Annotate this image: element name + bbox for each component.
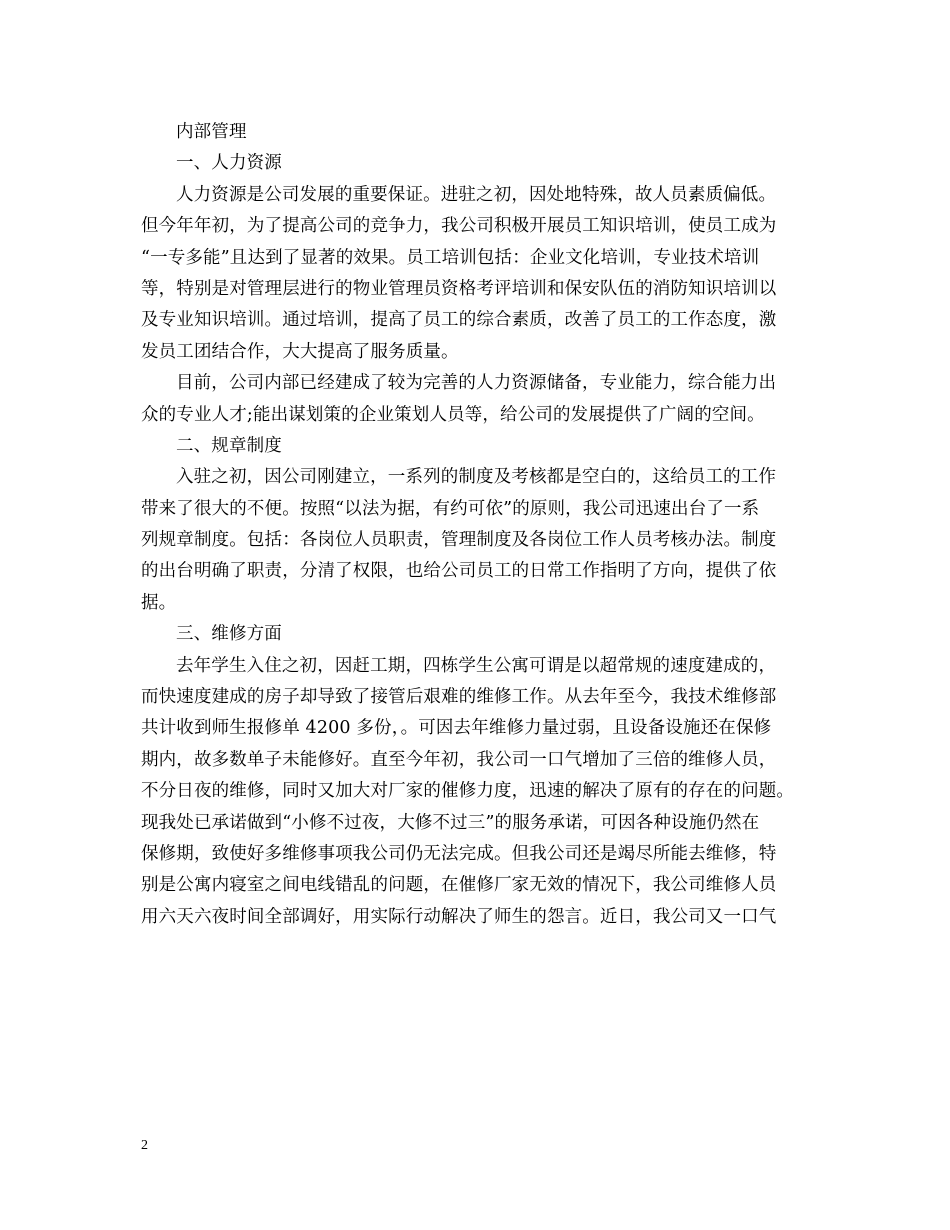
page-number: 2 xyxy=(141,1138,148,1153)
text-line: 去年学生入住之初，因赶工期，四栋学生公寓可谓是以超常规的速度建成的， xyxy=(176,655,777,676)
document-body xyxy=(141,117,821,933)
text-line: 目前，公司内部已经建成了较为完善的人力资源储备，专业能力，综合能力出 xyxy=(176,373,777,394)
text-line: 人力资源是公司发展的重要保证。进驻之初，因处地特殊，故人员素质偏低。 xyxy=(176,184,777,205)
text-line: 二、规章制度 xyxy=(176,435,282,456)
text-line: 期内，故多数单子未能修好。直至今年初，我公司一口气增加了三倍的维修人员， xyxy=(141,749,777,770)
text-line: 一、人力资源 xyxy=(176,153,282,174)
text-line: 共计收到师生报修单 4200 多份，。可因去年维修力量过弱，且设备设施还在保修 xyxy=(141,718,772,739)
text-line: 用六天六夜时间全部调好，用实际行动解决了师生的怨言。近日，我公司又一口气 xyxy=(141,906,777,927)
text-line: 但今年年初，为了提高公司的竞争力，我公司积极开展员工知识培训，使员工成为 xyxy=(141,216,777,237)
text-line: 众的专业人才;能出谋划策的企业策划人员等，给公司的发展提供了广阔的空间。 xyxy=(141,404,765,425)
text-line: 保修期，致使好多维修事项我公司仍无法完成。但我公司还是竭尽所能去维修，特 xyxy=(141,843,777,864)
text-line: 及专业知识培训。通过培训，提高了员工的综合素质，改善了员工的工作态度，激 xyxy=(141,310,777,331)
text-line: 列规章制度。包括：各岗位人员职责，管理制度及各岗位工作人员考核办法。制度 xyxy=(141,530,777,551)
text-line: 的出台明确了职责，分清了权限，也给公司员工的日常工作指明了方向，提供了依 xyxy=(141,561,777,582)
text-line: 现我处已承诺做到“小修不过夜，大修不过三”的服务承诺，可因各种设施仍然在 xyxy=(141,812,760,833)
text-line: 三、维修方面 xyxy=(176,624,282,645)
text-line: 据。 xyxy=(141,592,177,613)
text-line: 入驻之初，因公司刚建立，一系列的制度及考核都是空白的，这给员工的工作 xyxy=(176,467,777,488)
text-line: 发员工团结合作，大大提高了服务质量。 xyxy=(141,341,459,362)
text-line: 内部管理 xyxy=(176,122,247,142)
text-line: 而快速度建成的房子却导致了接管后艰难的维修工作。从去年至今，我技术维修部 xyxy=(141,687,777,708)
text-line: 不分日夜的维修，同时又加大对厂家的催修力度，迅速的解决了原有的存在的问题。 xyxy=(141,781,795,802)
text-line: 等，特别是对管理层进行的物业管理员资格考评培训和保安队伍的消防知识培训以 xyxy=(141,278,777,299)
text-line: 带来了很大的不便。按照“以法为据，有约可依”的原则，我公司迅速出台了一系 xyxy=(141,498,760,519)
text-line: “一专多能”且达到了显著的效果。员工培训包括：企业文化培训，专业技术培训 xyxy=(141,247,760,268)
text-line: 别是公寓内寝室之间电线错乱的问题，在催修厂家无效的情况下，我公司维修人员 xyxy=(141,875,777,896)
